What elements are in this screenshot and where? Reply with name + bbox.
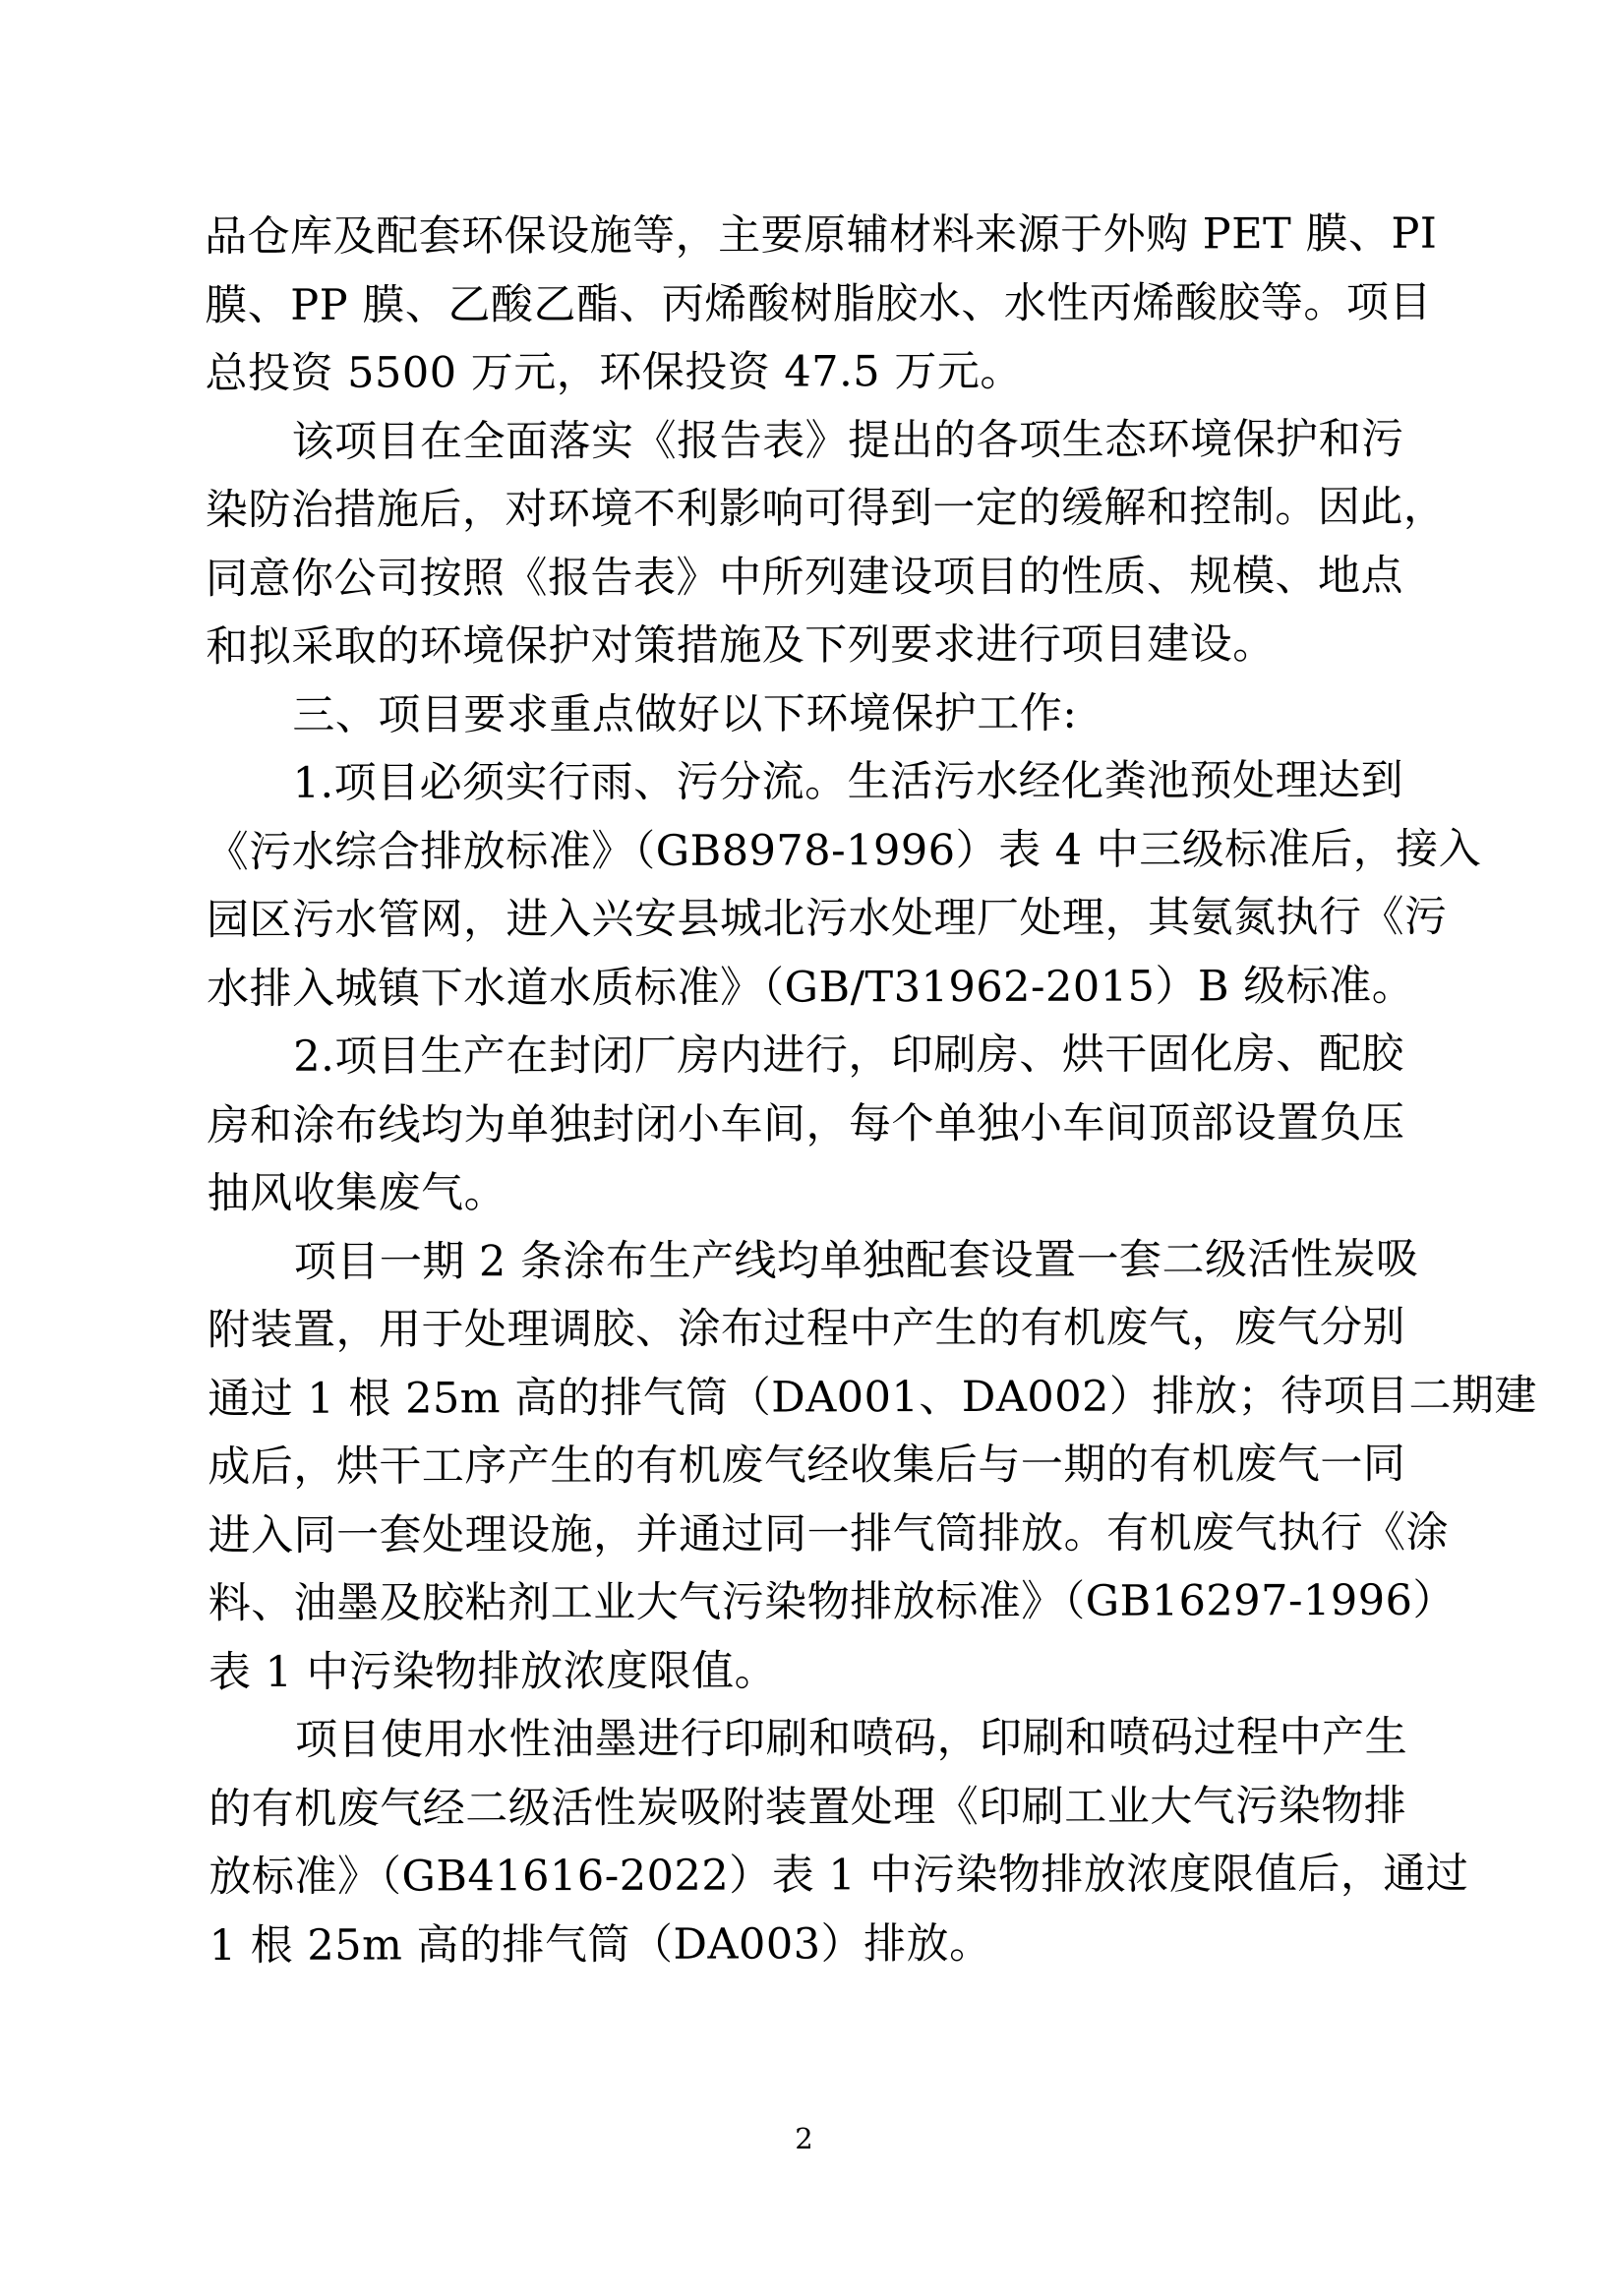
text-line: 该项目在全面落实《报告表》提出的各项生态环境保护和污 [291, 414, 1404, 467]
text-line: 抽风收集废气。 [207, 1168, 507, 1218]
text-line: 2.项目生产在封闭厂房内进行，印刷房、烘干固化房、配胶 [293, 1029, 1404, 1082]
text-line: 进入同一套处理设施，并通过同一排气筒排放。有机废气执行《涂 [208, 1507, 1450, 1560]
text-line: 三、项目要求重点做好以下环境保护工作: [292, 688, 1078, 740]
text-line: 总投资 5500 万元，环保投资 47.5 万元。 [205, 346, 1023, 398]
document-body [205, 201, 1537, 1980]
text-line: 料、油墨及胶粘剂工业大气污染物排放标准》（GB16297-1996） [208, 1575, 1456, 1628]
text-line: 表 1 中污染物排放浓度限值。 [208, 1645, 778, 1697]
text-line: 项目使用水性油墨进行印刷和喷码，印刷和喷码过程中产生 [295, 1712, 1408, 1765]
text-line: 品仓库及配套环保设施等，主要原辅材料来源于外购 PET 膜、PI [205, 208, 1438, 262]
text-line: 染防治措施后，对环境不利影响可得到一定的缓解和控制。因此， [205, 482, 1447, 535]
text-line: 的有机废气经二级活性炭吸附装置处理《印刷工业大气污染物排 [208, 1781, 1407, 1834]
text-line: 房和涂布线均为单独封闭小车间，每个单独小车间顶部设置负压 [207, 1097, 1405, 1150]
text-line: 附装置，用于处理调胶、涂布过程中产生的有机废气，废气分别 [207, 1302, 1406, 1355]
page-number: 2 [795, 2122, 813, 2155]
text-line: 《污水综合排放标准》（GB8978-1996）表 4 中三级标准后，接入 [206, 824, 1482, 877]
text-line: 和拟采取的环境保护对策措施及下列要求进行项目建设。 [206, 619, 1276, 672]
text-line: 膜、PP 膜、乙酸乙酯、丙烯酸树脂胶水、水性丙烯酸胶等。项目 [205, 277, 1432, 330]
text-line: 通过 1 根 25m 高的排气筒（DA001、DA002）排放；待项目二期建 [208, 1370, 1537, 1424]
text-line: 同意你公司按照《报告表》中所列建设项目的性质、规模、地点 [205, 551, 1404, 604]
text-line: 1 根 25m 高的排气筒（DA003）排放。 [208, 1918, 992, 1971]
text-line: 1.项目必须实行雨、污分流。生活污水经化粪池预处理达到 [292, 755, 1404, 808]
text-line: 成后，烘干工序产生的有机废气经收集后与一期的有机废气一同 [208, 1439, 1406, 1492]
text-line: 放标准》（GB41616-2022）表 1 中污染物排放浓度限值后，通过 [208, 1849, 1469, 1902]
text-line: 项目一期 2 条涂布生产线均单独配套设置一套二级活性炭吸 [293, 1234, 1419, 1287]
text-line: 水排入城镇下水道水质标准》（GB/T31962-2015）B 级标准。 [207, 961, 1415, 1014]
text-line: 园区污水管网，进入兴安县城北污水处理厂处理，其氨氮执行《污 [206, 892, 1448, 945]
